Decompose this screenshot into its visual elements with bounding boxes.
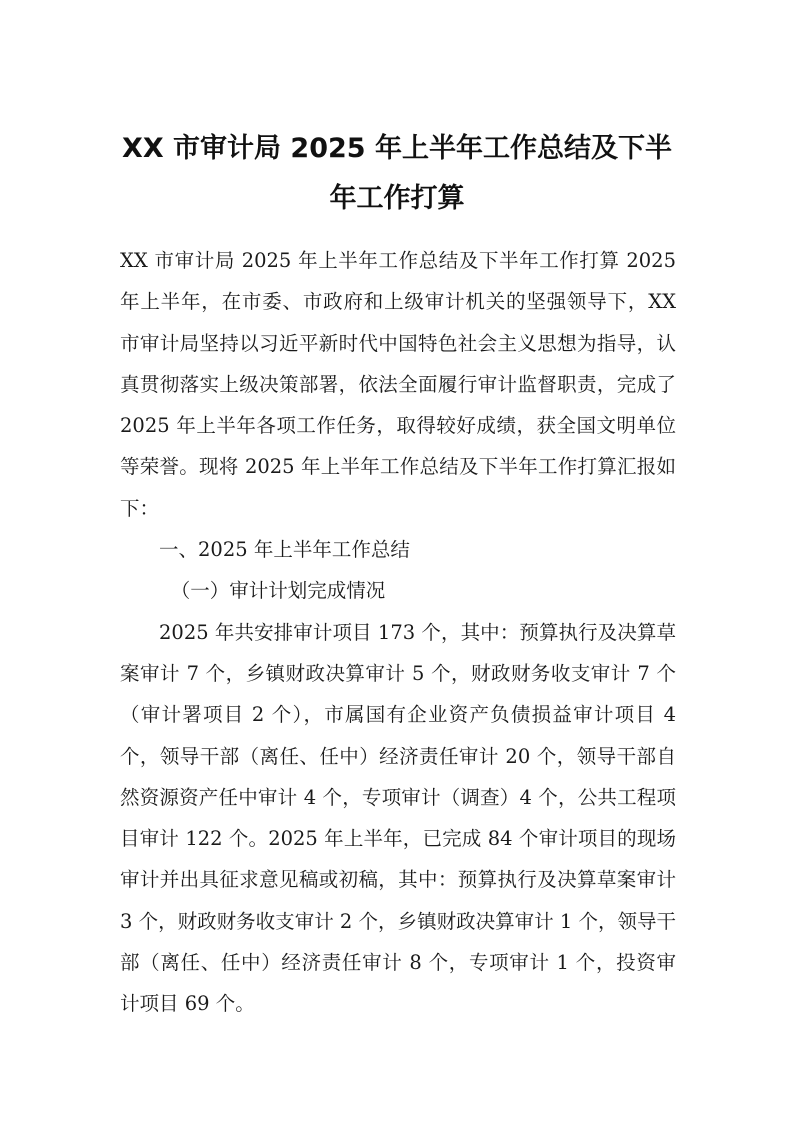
section-heading: 一、2025 年上半年工作总结 — [159, 538, 410, 562]
document-title: XX 市审计局 2025 年上半年工作总结及下半年工作打算 — [122, 133, 672, 214]
subsection-heading: （一）审计计划完成情况 — [170, 579, 386, 603]
intro-paragraph: XX 市审计局 2025 年上半年工作总结及下半年工作打算 2025 年上半年，在市委、市政府和上级审计机关的坚强领导下，XX 市审计局坚持以习近平新时代中国特色社会主义思想为指导，认真贯彻落实上级决策部署，依法全面履行审计监督职责，完成了 2025 年上半年各项工作任务，取得较好成绩，获全国文明单位等荣誉。现将 2025 年上半年工作总结及下半年工作打算汇报如下： — [120, 249, 676, 520]
document-body — [120, 240, 676, 1025]
body-paragraph: 2025 年共安排审计项目 173 个，其中：预算执行及决算草案审计 7 个，乡镇财政决算审计 5 个，财政财务收支审计 7 个（审计署项目 2 个），市属国有企业资产负债损益审计项目 4 个，领导干部（离任、任中）经济责任审计 20 个，领导干部自然资源资产任中审计 4 个，专项审计（调查）4 个，公共工程项目审计 122 个。2025 年上半年，已完成 84 个审计项目的现场审计并出具征求意见稿或初稿，其中：预算执行及决算草案审计 3 个，财政财务收支审计 2 个，乡镇财政决算审计 1 个，领导干部（离任、任中）经济责任审计 8 个，专项审计 1 个，投资审计项目 69 个。 — [120, 620, 676, 1016]
